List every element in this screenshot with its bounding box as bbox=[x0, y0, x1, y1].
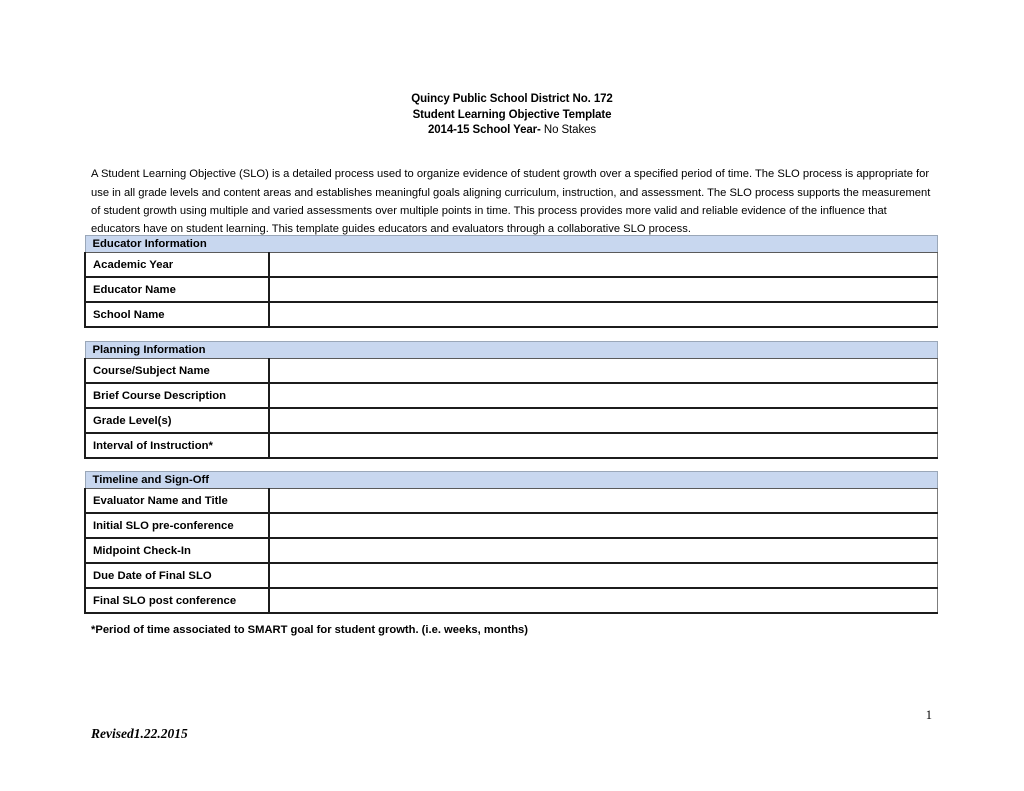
field-label-grade-levels: Grade Level(s) bbox=[85, 408, 269, 433]
field-value-course-subject-name[interactable] bbox=[269, 359, 938, 384]
table-row bbox=[85, 383, 938, 408]
table-row bbox=[85, 588, 938, 613]
field-label-interval-of-instruction: Interval of Instruction* bbox=[85, 433, 269, 458]
title-template-text: Student Learning Objective Template bbox=[412, 108, 612, 121]
table-row bbox=[85, 302, 938, 327]
footnote-interval-definition: *Period of time associated to SMART goal for student growth. (i.e. weeks, months) bbox=[91, 624, 528, 636]
field-value-school-name[interactable] bbox=[269, 302, 938, 327]
table-row bbox=[85, 538, 938, 563]
field-label-final-slo-post-conference: Final SLO post conference bbox=[85, 588, 269, 613]
title-line-template bbox=[0, 108, 1024, 124]
field-label-academic-year: Academic Year bbox=[85, 253, 269, 278]
field-value-final-slo-post-conference[interactable] bbox=[269, 588, 938, 613]
field-value-midpoint-check-in[interactable] bbox=[269, 538, 938, 563]
table-header-row bbox=[85, 342, 938, 359]
table-planning-information bbox=[84, 341, 938, 459]
field-label-due-date-of-final-slo: Due Date of Final SLO bbox=[85, 563, 269, 588]
field-label-school-name: School Name bbox=[85, 302, 269, 327]
section-header-planning-information: Planning Information bbox=[85, 342, 938, 359]
table-row bbox=[85, 359, 938, 384]
table-timeline-and-sign-off bbox=[84, 471, 938, 614]
title-line-school-year bbox=[0, 123, 1024, 139]
field-value-evaluator-name-and-title[interactable] bbox=[269, 489, 938, 514]
field-label-brief-course-description: Brief Course Description bbox=[85, 383, 269, 408]
table-row bbox=[85, 253, 938, 278]
table-row bbox=[85, 513, 938, 538]
table-row bbox=[85, 277, 938, 302]
field-value-interval-of-instruction[interactable] bbox=[269, 433, 938, 458]
title-stakes-text: No Stakes bbox=[540, 124, 597, 136]
field-value-academic-year[interactable] bbox=[269, 253, 938, 278]
field-value-grade-levels[interactable] bbox=[269, 408, 938, 433]
field-value-brief-course-description[interactable] bbox=[269, 383, 938, 408]
field-value-initial-slo-pre-conference[interactable] bbox=[269, 513, 938, 538]
field-value-educator-name[interactable] bbox=[269, 277, 938, 302]
field-label-course-subject-name: Course/Subject Name bbox=[85, 359, 269, 384]
field-label-midpoint-check-in: Midpoint Check-In bbox=[85, 538, 269, 563]
table-row bbox=[85, 433, 938, 458]
field-value-due-date-of-final-slo[interactable] bbox=[269, 563, 938, 588]
title-district-text: Quincy Public School District No. 172 bbox=[411, 93, 613, 105]
table-row bbox=[85, 408, 938, 433]
table-header-row bbox=[85, 472, 938, 489]
document-title-block bbox=[0, 92, 1024, 139]
intro-paragraph: A Student Learning Objective (SLO) is a detailed process used to organize evidence of student growth over a specified period of time. The SLO process is appropriate for use in all grade levels and content areas and establishes meaningful goals aligning curriculum, instruction, and assessment. The SLO process supports the measurement of student growth using multiple and varied assessments over multiple points in time. This process provides more valid and reliable evidence of the influence that educators have on student learning. This template guides educators and evaluators through a collaborative SLO process. bbox=[91, 168, 931, 236]
field-label-educator-name: Educator Name bbox=[85, 277, 269, 302]
table-header-row bbox=[85, 236, 938, 253]
page-number: 1 bbox=[925, 708, 932, 722]
title-line-district bbox=[0, 92, 1024, 108]
table-row bbox=[85, 563, 938, 588]
field-label-initial-slo-pre-conference: Initial SLO pre-conference bbox=[85, 513, 269, 538]
section-header-educator-information: Educator Information bbox=[85, 236, 938, 253]
title-school-year-text: 2014-15 School Year- bbox=[427, 124, 541, 136]
revised-date-stamp: Revised1.22.2015 bbox=[91, 726, 188, 741]
field-label-evaluator-name-and-title: Evaluator Name and Title bbox=[85, 489, 269, 514]
table-row bbox=[85, 489, 938, 514]
table-educator-information bbox=[84, 235, 938, 328]
section-header-timeline-and-sign-off: Timeline and Sign-Off bbox=[85, 472, 938, 489]
